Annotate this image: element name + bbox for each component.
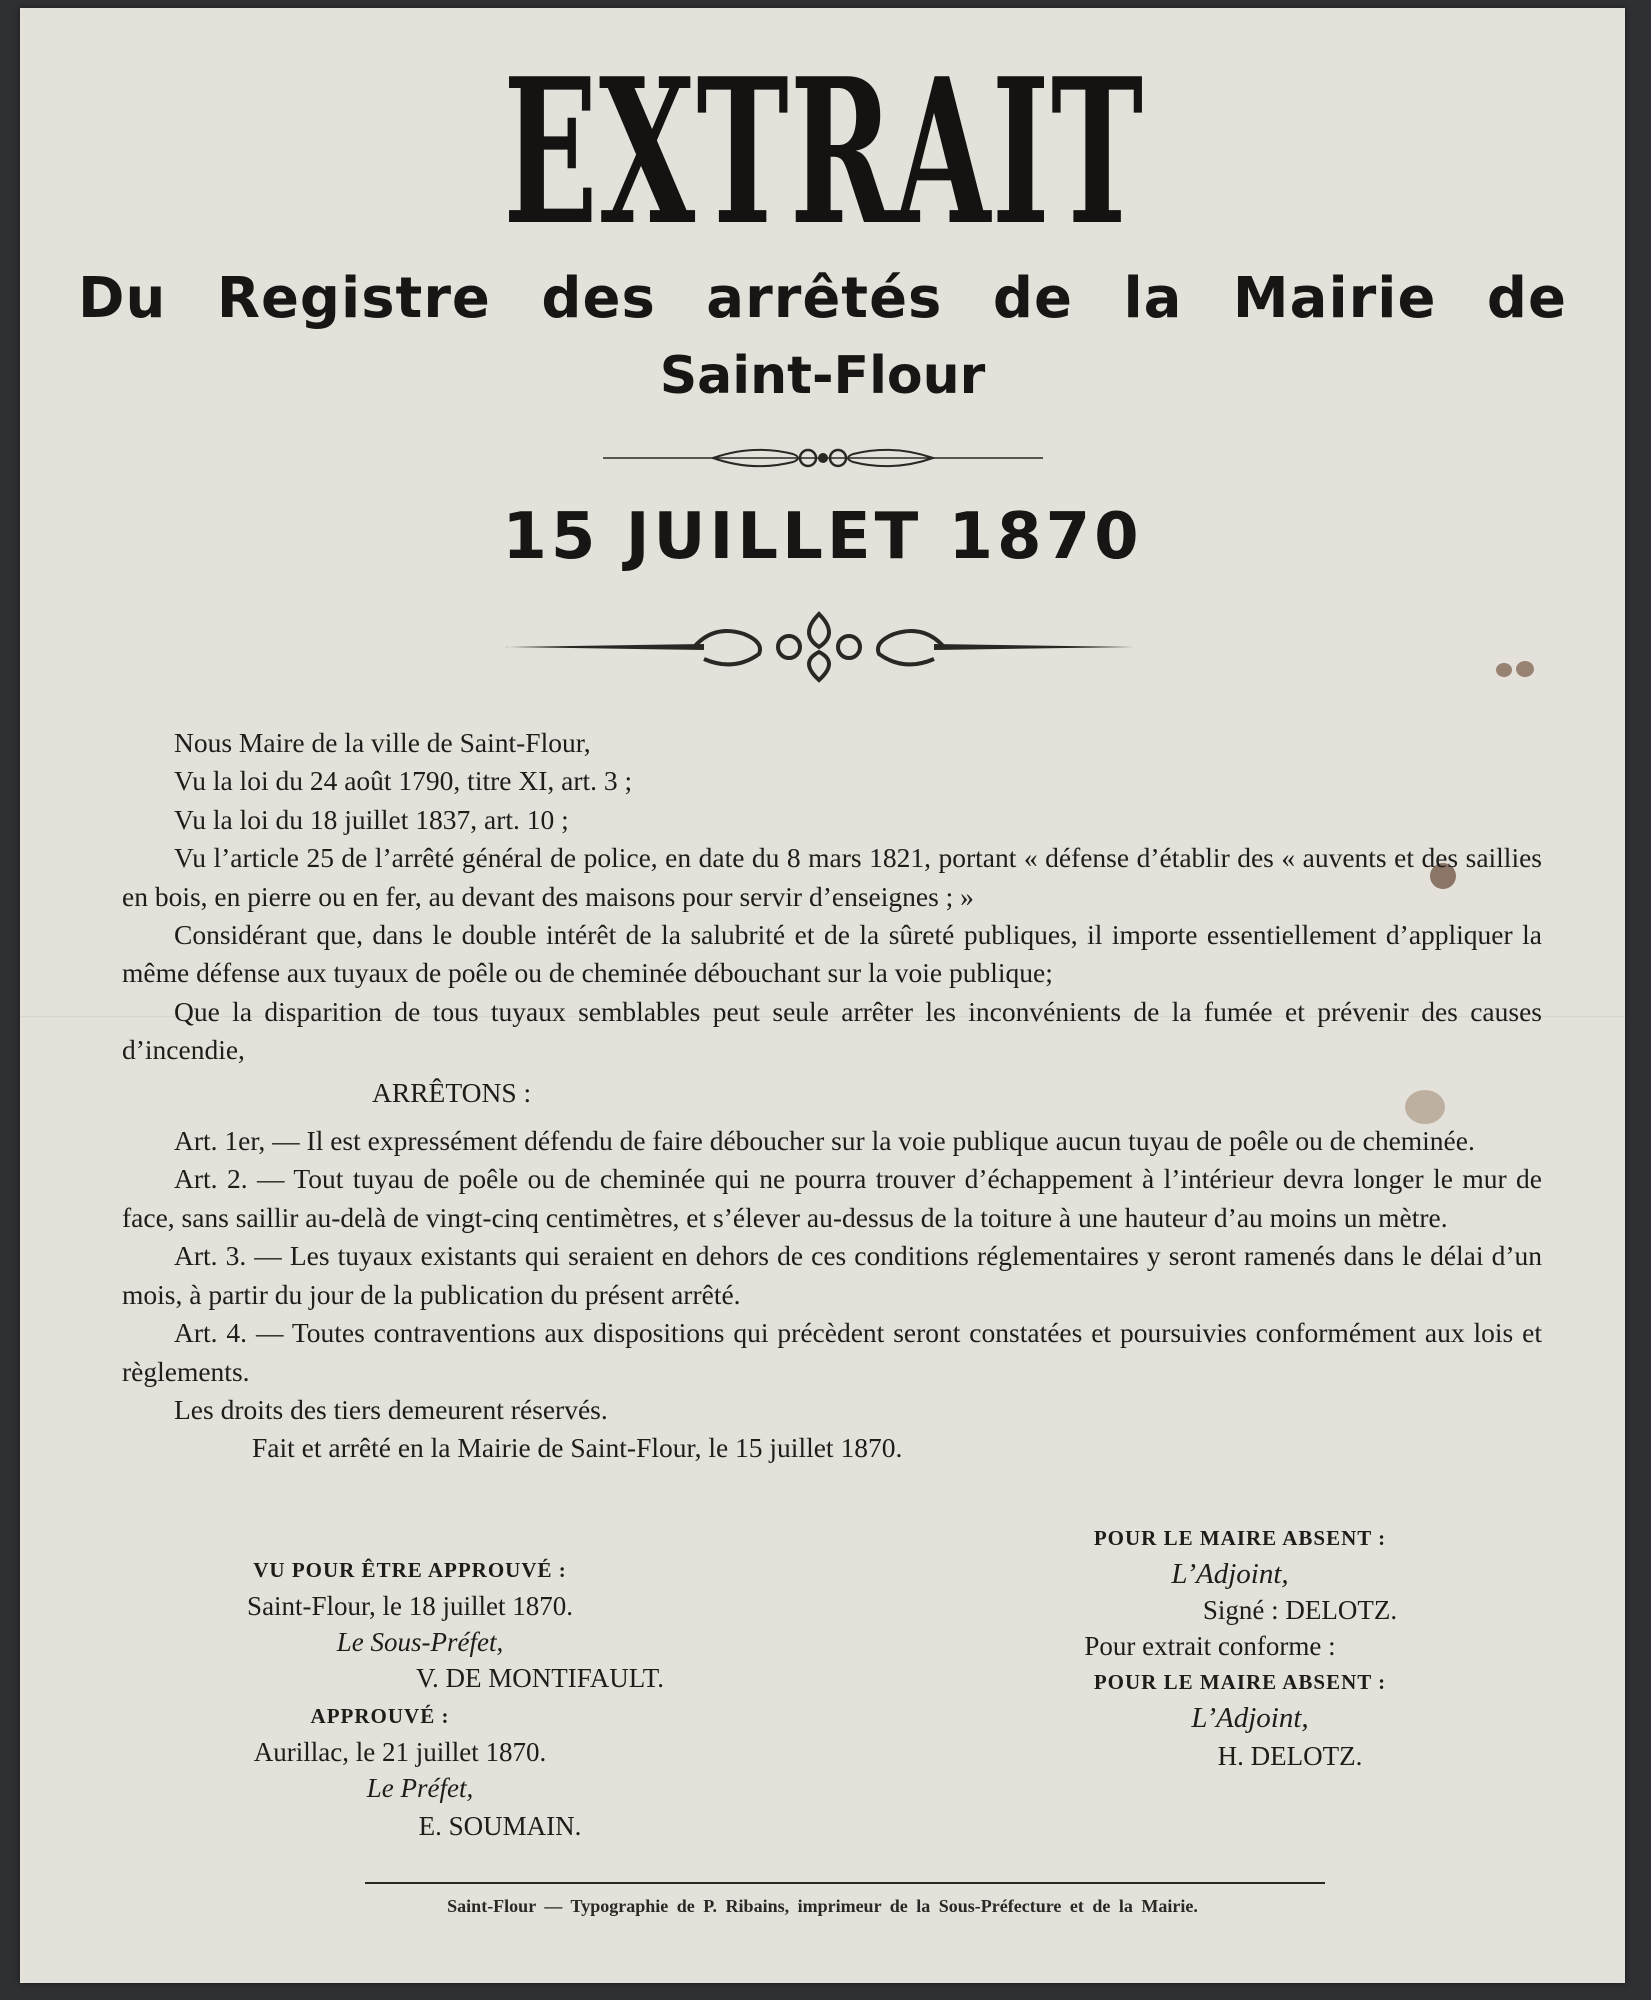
printer-footer: Saint-Flour — Typographie de P. Ribains, imprimeur de la Sous-Préfecture et de la Mairie.	[447, 1896, 1198, 1916]
maire-absent-heading: POUR LE MAIRE ABSENT :	[1093, 1526, 1387, 1550]
preamble-line: Vu l’article 25 de l’arrêté général de police, en date du 8 mars 1821, portant « défense d’établir des « auvents et des saillies en bois, en pierre ou en fer, au devant des maisons pour servir d’enseignes ; »	[122, 842, 1542, 912]
approuve-heading: APPROUVÉ :	[310, 1704, 450, 1728]
preamble-line: Vu la loi du 24 août 1790, titre XI, art. 3 ;	[174, 765, 633, 797]
article-4: Art. 4. — Toutes contraventions aux dispositions qui précèdent seront constatées et poursuivies conformément aux lois et règlements.	[122, 1317, 1542, 1387]
stain-spot	[1516, 661, 1534, 677]
preamble-line: Nous Maire de la ville de Saint-Flour,	[174, 727, 591, 758]
footer-rule	[365, 1882, 1325, 1884]
maire-absent-heading-2: POUR LE MAIRE ABSENT :	[1093, 1670, 1387, 1694]
page-title: EXTRAIT	[503, 35, 1145, 270]
decree-body	[122, 724, 1542, 1468]
arretons-heading: ARRÊTONS :	[372, 1076, 532, 1108]
vu-heading: VU POUR ÊTRE APPROUVÉ :	[253, 1558, 567, 1582]
date-heading: 15 JUILLET 1870	[502, 500, 1143, 574]
approuve-role: Le Préfet,	[366, 1773, 474, 1803]
preamble-line: Considérant que, dans le double intérêt de la salubrité et de la sûreté publiques, il importe essentiellement d’appliquer la même défense aux tuyaux de poêle ou de cheminée débouchant sur la voie publique;	[122, 919, 1542, 989]
vu-name: V. DE MONTIFAULT.	[415, 1663, 664, 1693]
subtitle-line-1: Du Registre des arrêtés de la Mairie de	[77, 266, 1567, 331]
adjoint-role-2: L’Adjoint,	[1191, 1702, 1309, 1734]
ornament-divider-icon	[504, 604, 1134, 690]
rights-reserved: Les droits des tiers demeurent réservés.	[174, 1393, 608, 1425]
article-3: Art. 3. — Les tuyaux existants qui seraient en dehors de ces conditions réglementaires y seront ramenés dans le délai d’un mois, à partir du jour de la publication du présent arrêté.	[122, 1240, 1542, 1310]
subtitle-line-2: Saint-Flour	[659, 346, 986, 406]
article-2: Art. 2. — Tout tuyau de poêle ou de cheminée qui ne pourra trouver d’échappement à l’intérieur devra longer le mur de face, sans saillir au-delà de vingt-cinq centimètres, et s’élever au-dessus de la toiture à une hauteur d’au moins un mètre.	[122, 1163, 1542, 1233]
preamble-line: Vu la loi du 18 juillet 1837, art. 10 ;	[174, 803, 569, 835]
approuve-place-date: Aurillac, le 21 juillet 1870.	[253, 1737, 547, 1767]
fait-line: Fait et arrêté en la Mairie de Saint-Flour, le 15 juillet 1870.	[252, 1432, 903, 1464]
signed-delotz: Signé : DELOTZ.	[1202, 1595, 1398, 1625]
adjoint-role: L’Adjoint,	[1171, 1558, 1289, 1590]
poster-sheet	[20, 8, 1625, 1983]
extrait-conforme: Pour extrait conforme :	[1084, 1631, 1336, 1661]
name-h-delotz: H. DELOTZ.	[1217, 1741, 1363, 1771]
approuve-name: E. SOUMAIN.	[418, 1811, 582, 1841]
article-1: Art. 1er, — Il est expressément défendu de faire déboucher sur la voie publique aucun tuyau de poêle ou de cheminée.	[174, 1125, 1475, 1157]
vu-place-date: Saint-Flour, le 18 juillet 1870.	[247, 1591, 573, 1621]
vu-role: Le Sous-Préfet,	[336, 1627, 504, 1657]
preamble-line: Que la disparition de tous tuyaux semblables peut seule arrêter les inconvénients de la fumée et prévenir des causes d’incendie,	[122, 995, 1542, 1066]
ornament-divider-icon	[603, 438, 1043, 478]
stain-spot	[1496, 663, 1512, 677]
